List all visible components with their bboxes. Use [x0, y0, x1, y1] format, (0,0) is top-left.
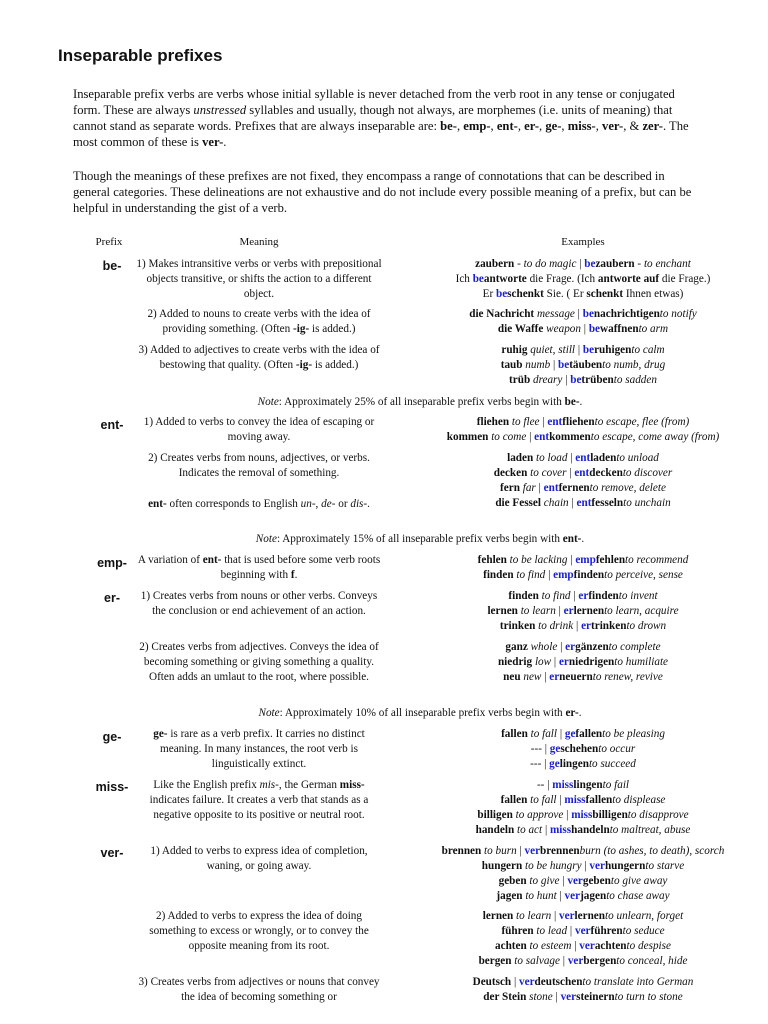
bold-text: führen — [501, 925, 534, 937]
italic-text: to translate into German — [582, 976, 694, 988]
bold-text: achten — [594, 940, 627, 952]
italic-text: to recommend — [625, 554, 689, 566]
example-line: laden to load | entladento unload — [507, 452, 659, 464]
bold-text: -ig- — [293, 323, 310, 335]
bold-text: handeln — [571, 824, 610, 836]
meaning-ent-1: 1) Added to verbs to convey the idea of escaping or moving away. — [143, 416, 375, 443]
note-ent: Note: Approximately 15% of all inseparable prefix verbs begin with ent-. — [255, 533, 585, 545]
example-line: die Waffe weapon | bewaffnento arm — [497, 323, 669, 335]
example-line: billigen to approve | missbilligento disapprove — [477, 809, 689, 821]
bold-text: niedrigen — [568, 656, 615, 668]
italic-text: to sadden — [613, 374, 657, 386]
italic-text: stone — [526, 991, 553, 1003]
bold-text: steinern — [576, 991, 615, 1003]
prefix-highlight: ent — [547, 416, 563, 428]
page-title: Inseparable prefixes — [58, 46, 223, 65]
italic-text: to chase away — [606, 890, 670, 902]
bold-text: er- — [524, 119, 540, 133]
example-line: taub numb | betäubento numb, drug — [500, 359, 666, 371]
bold-text: fallen — [575, 728, 603, 740]
meaning-ver-3: 3) Creates verbs from adjectives or nouns that convey the idea of becoming something or — [138, 976, 380, 1003]
bold-text: trinken — [591, 620, 627, 632]
prefix-er: er- — [104, 591, 120, 605]
italic-text: to unchain — [623, 497, 671, 509]
italic-text: to come — [488, 431, 527, 443]
bold-text: ent- — [496, 119, 518, 133]
italic-text: to unlearn, forget — [605, 910, 684, 922]
bold-text: billigen — [592, 809, 628, 821]
intro-paragraph-2: Though the meanings of these prefixes are not fixed, they encompass a range of connotations that can be described in general categories. These delineations are not exhaustive and do not include every possible meaning of a prefix, but can be helpful in understanding the gist of a verb. — [73, 169, 692, 215]
meaning-ent-3: ent- often corresponds to English un-, de- or dis-. — [148, 498, 370, 510]
italic-text: to notify — [659, 308, 697, 320]
bold-text: fehlen — [477, 554, 507, 566]
italic-text: to maltreat, abuse — [609, 824, 691, 836]
italic-text: Note — [258, 707, 280, 719]
bold-text: die Waffe — [497, 323, 544, 335]
example-line: Er beschenkt Sie. ( Er schenkt Ihnen etwas) — [482, 288, 684, 300]
bold-text: zaubern — [475, 258, 515, 270]
italic-text: to calm — [631, 344, 665, 356]
italic-text: low — [532, 656, 552, 668]
italic-text: unstressed — [193, 103, 247, 117]
meaning-miss-1: Like the English prefix mis-, the German miss- indicates failure. It creates a verb that stands as a negative opposite to its positive or neutral root. — [149, 779, 369, 821]
italic-text: burn (to ashes, to death), scorch — [579, 845, 725, 857]
meaning-be-1: 1) Makes intransitive verbs or verbs with prepositional objects transitive, or shifts the action to a different object. — [136, 258, 382, 300]
bold-text: waffnen — [600, 323, 639, 335]
italic-text: - to do magic — [514, 258, 577, 270]
examples-ent-1 — [398, 415, 768, 445]
bold-text: lernen — [574, 910, 605, 922]
prefix-highlight: er — [549, 671, 560, 683]
meaning-ver-1: 1) Added to verbs to express idea of completion, waning, or going away. — [150, 845, 368, 872]
meaning-er-1: 1) Creates verbs from nouns or other verbs. Conveys the conclusion or end achievement of an action. — [140, 590, 378, 617]
bold-text: zaubern — [595, 258, 635, 270]
bold-text: trüben — [581, 374, 614, 386]
italic-text: to despise — [626, 940, 671, 952]
italic-text: numb — [522, 359, 551, 371]
meaning-ge-1: ge- is rare as a verb prefix. It carries no distinct meaning. In many instances, the root verb is linguistically extinct. — [153, 728, 365, 770]
bold-text: die Fessel — [495, 497, 541, 509]
italic-text: to burn — [481, 845, 517, 857]
italic-text: to fall — [527, 728, 558, 740]
bold-text: f — [290, 569, 295, 581]
italic-text: to unload — [616, 452, 659, 464]
prefix-highlight: be — [495, 288, 508, 300]
intro-paragraph-1: Inseparable prefix verbs are verbs whose initial syllable is never detached from the verb root in any tense or conjugated form. These are always unstressed syllables and usually, though not always, are morphemes (i.e. units of meaning) that cannot stand as separate words. Prefixes that are always inseparable are: be-, emp-, ent-, er-, ge-, miss-, ver-, & zer-. The most common of these is ver-. — [73, 87, 689, 149]
example-line: trüb dreary | betrübento sadden — [509, 374, 657, 386]
bold-text: fliehen — [476, 416, 510, 428]
prefix-miss: miss- — [95, 780, 129, 794]
prefix-ver: ver- — [100, 846, 124, 860]
bold-text: be- — [564, 396, 580, 408]
bold-text: jagen — [580, 890, 607, 902]
bold-text: fesseln — [591, 497, 624, 509]
prefix-be: be- — [102, 259, 122, 273]
italic-text: chain — [541, 497, 569, 509]
italic-text: to lead — [533, 925, 568, 937]
bold-text: niedrig — [497, 656, 533, 668]
bold-text: trinken — [499, 620, 536, 632]
bold-text: täuben — [569, 359, 603, 371]
italic-text: to seduce — [622, 925, 665, 937]
prefix-highlight: ent — [574, 467, 590, 479]
italic-text: to give — [526, 875, 560, 887]
italic-text: to displease — [612, 794, 666, 806]
meaning-be-2: 2) Added to nouns to create verbs with the idea of providing something. (Often -ig- is added.) — [147, 308, 371, 335]
prefix-highlight: ent — [534, 431, 550, 443]
bold-text: führen — [590, 925, 623, 937]
prefix-highlight: be — [558, 359, 570, 371]
prefix-highlight: miss — [552, 779, 574, 791]
prefix-highlight: er — [581, 620, 591, 632]
bold-text: finden — [573, 569, 605, 581]
italic-text: to perceive, sense — [604, 569, 683, 581]
italic-text: to fail — [602, 779, 630, 791]
bold-text: fehlen — [595, 554, 626, 566]
bold-text: lingen — [573, 779, 603, 791]
bold-text: ent- — [148, 498, 167, 510]
italic-text: to discover — [622, 467, 673, 479]
prefix-highlight: er — [558, 656, 569, 668]
bold-text: fallen — [501, 728, 528, 740]
prefix-ent: ent- — [100, 418, 124, 432]
prefix-highlight: ent — [543, 482, 559, 494]
bold-text: lernen — [487, 605, 518, 617]
prefix-highlight: ver — [589, 860, 605, 872]
meaning-ent-2: 2) Creates verbs from nouns, adjectives, or verbs. Indicates the removal of something. — [148, 452, 370, 479]
bold-text: miss- — [339, 779, 365, 791]
example-line: decken to cover | entdeckento discover — [493, 467, 673, 479]
example-line: brennen to burn | verbrennenburn (to ashes, to death), scorch — [441, 845, 725, 857]
italic-text: to conceal, hide — [616, 955, 688, 967]
italic-text: to occur — [598, 743, 636, 755]
bold-text: antworte auf — [597, 273, 660, 285]
example-line: trinken to drink | ertrinkento drown — [499, 620, 667, 632]
italic-text: de- — [321, 498, 336, 510]
italic-text: to give away — [610, 875, 668, 887]
example-line: niedrig low | erniedrigento humiliate — [497, 656, 669, 668]
prefix-highlight: ver — [524, 845, 541, 857]
example-line: führen to lead | verführento seduce — [501, 925, 665, 937]
bold-text: emp- — [463, 119, 491, 133]
bold-text: lingen — [559, 758, 589, 770]
bold-text: finden — [508, 590, 539, 602]
italic-text: to arm — [638, 323, 669, 335]
example-line: lernen to learn | verlernento unlearn, forget — [482, 910, 684, 922]
italic-text: whole — [527, 641, 558, 653]
bold-text: hungern — [481, 860, 523, 872]
bold-text: handeln — [475, 824, 515, 836]
example-line: lernen to learn | erlernento learn, acquire — [487, 605, 679, 617]
prefix-highlight: ge — [549, 758, 560, 770]
examples-emp-1 — [398, 553, 768, 583]
italic-text: to find — [513, 569, 546, 581]
bold-text: brennen — [540, 845, 580, 857]
prefix-highlight: miss — [564, 794, 586, 806]
italic-text: Note — [255, 533, 277, 545]
meaning-ver-2: 2) Added to verbs to express the idea of doing something to excess or wrongly, or to convey the opposite meaning from its root. — [149, 910, 369, 952]
prefix-highlight: ge — [549, 743, 561, 755]
bold-text: zer- — [642, 119, 663, 133]
italic-text: to drink — [535, 620, 574, 632]
italic-text: to humiliate — [614, 656, 669, 668]
prefix-highlight: ver — [559, 910, 575, 922]
bold-text: ge- — [153, 728, 168, 740]
bold-text: ver- — [602, 119, 624, 133]
bold-text: taub — [500, 359, 523, 371]
bold-text: kommen — [446, 431, 489, 443]
bold-text: decken — [493, 467, 528, 479]
italic-text: to be lacking — [506, 554, 568, 566]
italic-text: Note — [257, 396, 279, 408]
italic-text: to be pleasing — [602, 728, 665, 740]
example-line: finden to find | erfindento invent — [508, 590, 658, 602]
bold-text: fernen — [558, 482, 590, 494]
example-line: Deutsch | verdeutschento translate into German — [472, 976, 694, 988]
example-line: ruhig quiet, still | beruhigento calm — [501, 344, 665, 356]
prefix-highlight: er — [565, 641, 576, 653]
italic-text: mis- — [259, 779, 279, 791]
example-line: jagen to hunt | verjagento chase away — [496, 890, 670, 902]
example-line: die Nachricht message | benachrichtigento notify — [469, 308, 697, 320]
bold-text: decken — [589, 467, 623, 479]
italic-text: to escape, flee (from) — [594, 416, 690, 428]
bold-text: neu — [503, 671, 521, 683]
bold-text: finden — [483, 569, 514, 581]
example-line: ganz whole | ergänzento complete — [505, 641, 661, 653]
italic-text: to renew, revive — [592, 671, 663, 683]
italic-text: to esteem — [526, 940, 572, 952]
prefix-highlight: ver — [564, 890, 581, 902]
examples-ge-1 — [398, 727, 768, 772]
bold-text: er- — [565, 707, 579, 719]
bold-text: be- — [440, 119, 457, 133]
example-line: neu new | erneuernto renew, revive — [503, 671, 663, 683]
italic-text: dreary — [530, 374, 563, 386]
bold-text: ruhig — [501, 344, 528, 356]
example-line: -- | misslingento fail — [536, 779, 630, 791]
bold-text: fallen — [585, 794, 613, 806]
note-be: Note: Approximately 25% of all inseparable prefix verbs begin with be-. — [257, 396, 583, 408]
examples-er-1 — [398, 589, 768, 634]
prefix-highlight: ge — [564, 728, 576, 740]
italic-text: to learn, acquire — [604, 605, 679, 617]
prefix-highlight: miss — [549, 824, 572, 836]
italic-text: to salvage — [511, 955, 560, 967]
example-line: geben to give | vergebento give away — [498, 875, 668, 887]
bold-text: der Stein — [483, 991, 527, 1003]
examples-be-2 — [398, 307, 768, 337]
prefix-highlight: be — [588, 323, 601, 335]
meaning-be-3: 3) Added to adjectives to create verbs with the idea of bestowing that quality. (Often -ig- is added.) — [138, 344, 380, 371]
italic-text: to remove, delete — [589, 482, 666, 494]
prefix-highlight: ver — [567, 955, 584, 967]
italic-text: to escape, come away (from) — [590, 431, 720, 443]
italic-text: to hunt — [522, 890, 557, 902]
bold-text: achten — [495, 940, 527, 952]
bold-text: laden — [507, 452, 534, 464]
examples-ent-2 — [398, 451, 768, 511]
header-prefix: Prefix — [95, 236, 123, 248]
header-meaning: Meaning — [239, 236, 279, 248]
examples-er-2 — [398, 640, 768, 685]
prefix-emp: emp- — [97, 556, 127, 570]
example-line: fallen to fall | gefallento be pleasing — [501, 728, 665, 740]
italic-text: to numb, drug — [602, 359, 666, 371]
italic-text: to fall — [527, 794, 557, 806]
example-line: bergen to salvage | verbergento conceal, hide — [478, 955, 688, 967]
example-line: finden to find | empfindento perceive, sense — [483, 569, 683, 581]
italic-text: to load — [533, 452, 568, 464]
prefix-highlight: be — [570, 374, 582, 386]
bold-text: hungern — [604, 860, 646, 872]
example-line: hungern to be hungry | verhungernto starve — [481, 860, 685, 872]
prefix-highlight: be — [472, 273, 484, 285]
examples-ver-1 — [398, 844, 768, 904]
italic-text: to act — [514, 824, 543, 836]
example-line: der Stein stone | versteinernto turn to stone — [483, 991, 683, 1003]
bold-text: nachrichtigen — [593, 308, 660, 320]
bold-text: bergen — [583, 955, 617, 967]
bold-text: laden — [590, 452, 617, 464]
bold-text: lernen — [573, 605, 605, 617]
meaning-er-2: 2) Creates verbs from adjectives. Conveys the idea of becoming something or giving something a quality. Often adds an umlaut to the root, where possible. — [139, 641, 379, 683]
bold-text: kommen — [549, 431, 591, 443]
example-line: fern far | entfernento remove, delete — [500, 482, 666, 494]
prefix-highlight: ver — [519, 976, 535, 988]
bold-text: ganz — [505, 641, 528, 653]
italic-text: dis- — [350, 498, 368, 510]
prefix-highlight: ent — [576, 497, 592, 509]
italic-text: to approve — [512, 809, 564, 821]
italic-text: message — [534, 308, 575, 320]
examples-be-3 — [398, 343, 768, 388]
example-line: fehlen to be lacking | empfehlento recommend — [477, 554, 689, 566]
examples-ver-3 — [398, 975, 768, 1005]
prefix-highlight: emp — [553, 569, 574, 581]
bold-text: schenkt — [507, 288, 544, 300]
italic-text: quiet, still — [527, 344, 576, 356]
examples-miss-1 — [398, 778, 768, 838]
example-line: fallen to fall | missfallento displease — [500, 794, 666, 806]
bold-text: geben — [582, 875, 611, 887]
italic-text: far — [519, 482, 536, 494]
italic-text: to turn to stone — [614, 991, 683, 1003]
prefix-highlight: ver — [574, 925, 591, 937]
italic-text: to succeed — [588, 758, 636, 770]
prefix-highlight: er — [563, 605, 574, 617]
bold-text: finden — [588, 590, 619, 602]
italic-text: to disapprove — [627, 809, 689, 821]
example-line: die Fessel chain | entfesselnto unchain — [495, 497, 671, 509]
prefix-highlight: be — [582, 308, 594, 320]
prefix-ge: ge- — [102, 730, 122, 744]
note-er: Note: Approximately 10% of all inseparable prefix verbs begin with er-. — [258, 707, 582, 719]
bold-text: neuern — [559, 671, 593, 683]
bold-text: schehen — [560, 743, 599, 755]
examples-ver-2 — [398, 909, 768, 969]
bold-text: schenkt — [586, 288, 624, 300]
example-line: --- | geschehento occur — [530, 743, 636, 755]
bold-text: billigen — [477, 809, 513, 821]
italic-text: un- — [300, 498, 316, 510]
italic-text: to complete — [608, 641, 661, 653]
bold-text: lernen — [482, 910, 514, 922]
prefix-highlight: emp — [575, 554, 596, 566]
bold-text: trüb — [509, 374, 531, 386]
example-line: handeln to act | misshandelnto maltreat, abuse — [475, 824, 691, 836]
examples-be-1 — [398, 257, 768, 302]
example-line: --- | gelingento succeed — [530, 758, 636, 770]
meaning-emp-1: A variation of ent- that is used before some verb roots beginning with f. — [137, 554, 381, 581]
bold-text: ver- — [202, 135, 224, 149]
example-line: zaubern - to do magic | bezaubern - to enchant — [475, 258, 691, 270]
prefix-highlight: ver — [579, 940, 595, 952]
bold-text: gänzen — [575, 641, 609, 653]
prefix-highlight: miss — [571, 809, 593, 821]
italic-text: to learn — [517, 605, 556, 617]
bold-text: fallen — [500, 794, 528, 806]
prefix-highlight: er — [578, 590, 589, 602]
bold-text: brennen — [441, 845, 482, 857]
bold-text: miss- — [567, 119, 596, 133]
bold-text: ge- — [545, 119, 562, 133]
italic-text: to starve — [645, 860, 685, 872]
italic-text: to cover — [527, 467, 567, 479]
bold-text: -ig- — [295, 359, 313, 371]
example-line: achten to esteem | verachtento despise — [495, 940, 671, 952]
prefix-highlight: be — [584, 258, 596, 270]
italic-text: weapon — [543, 323, 581, 335]
italic-text: to learn — [513, 910, 552, 922]
example-line: kommen to come | entkommento escape, come away (from) — [446, 431, 720, 443]
example-line: fliehen to flee | entfliehento escape, flee (from) — [476, 416, 690, 428]
bold-text: fliehen — [562, 416, 595, 428]
italic-text: to flee — [509, 416, 540, 428]
prefix-highlight: ver — [567, 875, 583, 887]
italic-text: to invent — [618, 590, 658, 602]
italic-text: to drown — [626, 620, 667, 632]
bold-text: ent- — [202, 554, 222, 566]
prefix-highlight: be — [582, 344, 595, 356]
italic-text: to find — [538, 590, 571, 602]
italic-text: - to enchant — [634, 258, 691, 270]
bold-text: deutschen — [534, 976, 583, 988]
header-examples: Examples — [561, 236, 605, 248]
bold-text: ruhigen — [594, 344, 632, 356]
bold-text: fern — [500, 482, 520, 494]
prefix-highlight: ver — [560, 991, 577, 1003]
example-line: Ich beantworte die Frage. (Ich antworte auf die Frage.) — [455, 273, 711, 285]
bold-text: bergen — [478, 955, 512, 967]
bold-text: antworte — [483, 273, 527, 285]
bold-text: geben — [498, 875, 527, 887]
bold-text: jagen — [496, 890, 523, 902]
bold-text: die Nachricht — [469, 308, 535, 320]
bold-text: ent- — [562, 533, 582, 545]
italic-text: to be hungry — [522, 860, 582, 872]
italic-text: new — [520, 671, 542, 683]
bold-text: Deutsch — [472, 976, 512, 988]
prefix-highlight: ent — [575, 452, 591, 464]
